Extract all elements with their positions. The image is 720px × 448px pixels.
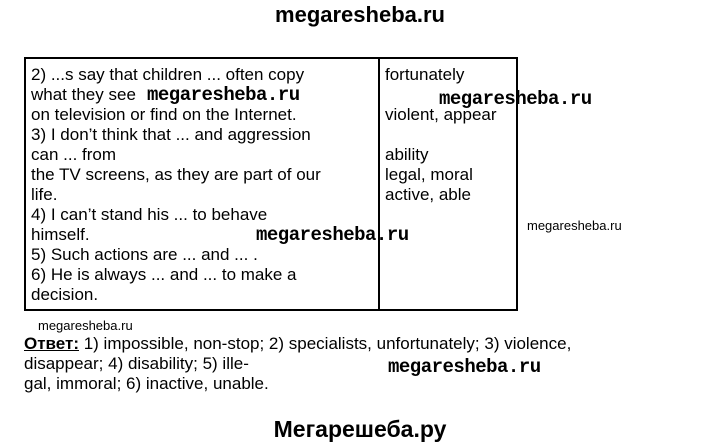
sentence-line: the TV screens, as they are part of our <box>31 165 321 184</box>
word-line: active, able <box>385 185 471 204</box>
answer-text: 1) impossible, non-stop; 2) specialists, unfortunately; 3) violence, <box>79 334 572 353</box>
sentence-line: 2) ...s say that children ... often copy <box>31 65 305 84</box>
sentence-line: 3) I don’t think that ... and aggression <box>31 125 311 144</box>
watermark: megaresheba.ru <box>147 84 300 106</box>
word-line: ability <box>385 145 429 164</box>
sentence-line: himself. <box>31 225 90 244</box>
words-column <box>385 65 520 205</box>
sentence-line: decision. <box>31 285 99 304</box>
answer-line <box>24 334 714 354</box>
table-divider <box>378 59 380 309</box>
word-line: legal, moral <box>385 165 473 184</box>
watermark: megaresheba.ru <box>527 218 622 233</box>
answer-block <box>24 334 714 394</box>
sentence-line: life. <box>31 185 58 204</box>
word-line: violent, appear <box>385 105 497 124</box>
answer-line: gal, immoral; 6) inactive, unable. <box>24 374 269 393</box>
sentence-line: can ... from <box>31 145 117 164</box>
sentence-line: on television or find on the Internet. <box>31 105 297 124</box>
site-title: megaresheba.ru <box>275 2 445 27</box>
sentence-line: 4) I can’t stand his ... to behave <box>31 205 268 224</box>
answer-line: disappear; 4) disability; 5) ille- <box>24 354 249 373</box>
sentence-line: what they see <box>31 85 136 104</box>
word-line <box>385 125 520 145</box>
watermark: megaresheba.ru <box>388 356 541 378</box>
word-line: fortunately <box>385 65 465 84</box>
footer-title: Мегарешеба.ру <box>273 416 447 442</box>
watermark: megaresheba.ru <box>256 224 409 246</box>
sentence-line: 5) Such actions are ... and ... . <box>31 245 258 264</box>
sentence-line: 6) He is always ... and ... to make a <box>31 265 297 284</box>
watermark: megaresheba.ru <box>439 88 592 110</box>
answer-label: Ответ: <box>24 334 79 353</box>
watermark: megaresheba.ru <box>38 318 133 333</box>
